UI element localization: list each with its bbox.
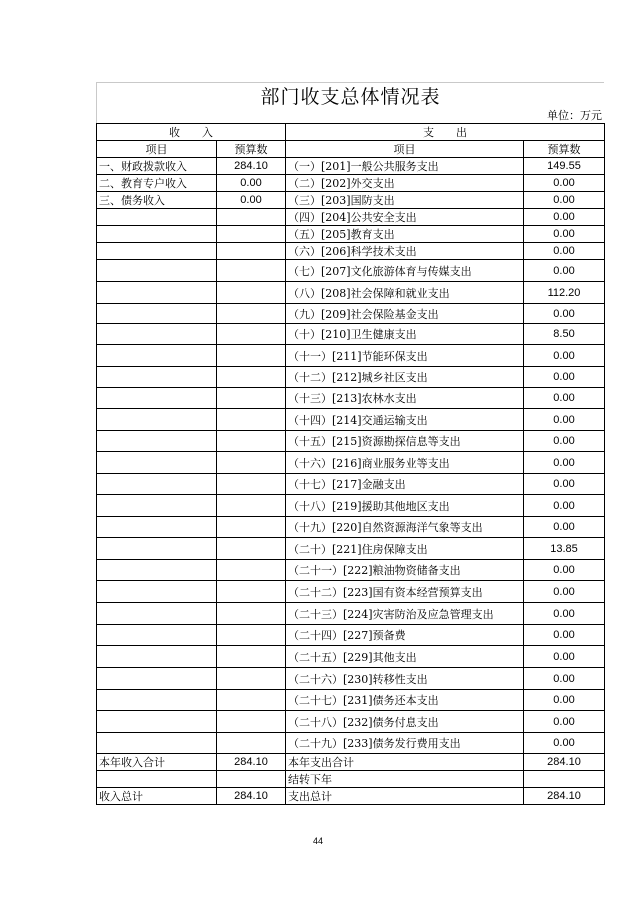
- expense-budget-cell: 0.00: [524, 495, 605, 517]
- expense-item-cell: （十）[210]卫生健康支出: [286, 324, 524, 345]
- income-item-cell: 三、债务收入: [97, 192, 217, 209]
- income-item-cell: [97, 603, 217, 625]
- income-item-cell: [97, 409, 217, 431]
- expense-item-header: 项目: [286, 141, 524, 158]
- expense-budget-cell: 0.00: [524, 560, 605, 581]
- table-row: [97, 409, 605, 431]
- expense-item-cell: （二十七）[231]债务还本支出: [286, 690, 524, 711]
- expense-section-header: 支 出: [286, 124, 605, 141]
- table-row: [97, 282, 605, 304]
- expense-item-cell: （二十九）[233]债务发行费用支出: [286, 733, 524, 754]
- income-budget-cell: [217, 345, 286, 367]
- table-row: [97, 625, 605, 646]
- income-item-cell: [97, 733, 217, 754]
- income-budget-cell: [217, 409, 286, 431]
- income-item-cell: [97, 304, 217, 324]
- expense-item-cell: （二十）[221]住房保障支出: [286, 538, 524, 560]
- expense-budget-cell: 0.00: [524, 452, 605, 474]
- expense-budget-cell: 0.00: [524, 243, 605, 260]
- income-budget-cell: [217, 646, 286, 668]
- expense-budget-cell: 0.00: [524, 304, 605, 324]
- expense-budget-cell: 0.00: [524, 175, 605, 192]
- income-total-value: 284.10: [217, 788, 286, 805]
- income-budget-cell: [217, 733, 286, 754]
- expense-item-cell: （二）[202]外交支出: [286, 175, 524, 192]
- income-item-cell: [97, 646, 217, 668]
- income-budget-cell: [217, 452, 286, 474]
- table-row: [97, 711, 605, 733]
- table-row: [97, 243, 605, 260]
- expense-budget-cell: 0.00: [524, 388, 605, 409]
- table-row: [97, 158, 605, 175]
- expense-total-value: 284.10: [524, 788, 605, 805]
- expense-budget-cell: 0.00: [524, 668, 605, 690]
- expense-budget-cell: 0.00: [524, 581, 605, 603]
- table-row: [97, 345, 605, 367]
- income-item-cell: [97, 209, 217, 226]
- carryover-value-empty: [524, 771, 605, 788]
- expense-budget-cell: 0.00: [524, 690, 605, 711]
- income-budget-cell: 284.10: [217, 158, 286, 175]
- income-budget-cell: [217, 711, 286, 733]
- income-budget-cell: [217, 324, 286, 345]
- expense-item-cell: （九）[209]社会保险基金支出: [286, 304, 524, 324]
- table-row: [97, 304, 605, 324]
- income-item-cell: [97, 711, 217, 733]
- income-budget-cell: [217, 474, 286, 495]
- income-item-cell: [97, 517, 217, 538]
- income-item-cell: [97, 243, 217, 260]
- expense-item-cell: （四）[204]公共安全支出: [286, 209, 524, 226]
- expense-budget-cell: 0.00: [524, 625, 605, 646]
- income-item-cell: 二、教育专户收入: [97, 175, 217, 192]
- expense-budget-cell: 0.00: [524, 345, 605, 367]
- income-item-cell: [97, 226, 217, 243]
- income-budget-cell: [217, 538, 286, 560]
- expense-item-cell: （七）[207]文化旅游体育与传媒支出: [286, 260, 524, 282]
- expense-budget-cell: 112.20: [524, 282, 605, 304]
- income-budget-cell: [217, 625, 286, 646]
- income-budget-cell: [217, 282, 286, 304]
- income-budget-cell: [217, 367, 286, 388]
- unit-label: 单位：万元: [96, 109, 604, 123]
- expense-item-cell: （十一）[211]节能环保支出: [286, 345, 524, 367]
- totals-body: [97, 754, 605, 805]
- income-budget-cell: 0.00: [217, 192, 286, 209]
- income-item-cell: [97, 282, 217, 304]
- income-budget-cell: 0.00: [217, 175, 286, 192]
- table-row: [97, 581, 605, 603]
- income-item-cell: [97, 324, 217, 345]
- income-item-cell: [97, 260, 217, 282]
- table-row: [97, 431, 605, 452]
- table-row: [97, 388, 605, 409]
- expense-item-cell: （二十四）[227]预备费: [286, 625, 524, 646]
- expense-budget-cell: 0.00: [524, 517, 605, 538]
- income-item-cell: [97, 560, 217, 581]
- income-item-cell: [97, 388, 217, 409]
- expense-budget-cell: 0.00: [524, 226, 605, 243]
- expense-item-cell: （十七）[217]金融支出: [286, 474, 524, 495]
- expense-budget-cell: 0.00: [524, 192, 605, 209]
- expense-budget-cell: 0.00: [524, 260, 605, 282]
- income-item-cell: [97, 431, 217, 452]
- year-income-value: 284.10: [217, 754, 286, 771]
- expense-budget-cell: 0.00: [524, 733, 605, 754]
- carryover-row: [97, 771, 605, 788]
- expense-item-cell: （十四）[214]交通运输支出: [286, 409, 524, 431]
- table-row: [97, 226, 605, 243]
- section-header-row: [97, 124, 605, 141]
- income-budget-cell: [217, 243, 286, 260]
- income-item-cell: [97, 581, 217, 603]
- carryover-income-value-empty: [217, 771, 286, 788]
- table-row: [97, 452, 605, 474]
- expense-budget-cell: 0.00: [524, 711, 605, 733]
- income-item-cell: [97, 367, 217, 388]
- table-row: [97, 668, 605, 690]
- expense-item-cell: （一）[201]一般公共服务支出: [286, 158, 524, 175]
- table-row: [97, 367, 605, 388]
- year-income-label: 本年收入合计: [97, 754, 217, 771]
- expense-item-cell: （二十二）[223]国有资本经营预算支出: [286, 581, 524, 603]
- expense-budget-cell: 0.00: [524, 209, 605, 226]
- expense-item-cell: （二十六）[230]转移性支出: [286, 668, 524, 690]
- table-row: [97, 560, 605, 581]
- income-section-header: 收 入: [97, 124, 286, 141]
- year-expense-label: 本年支出合计: [286, 754, 524, 771]
- page-title: 部门收支总体情况表: [96, 82, 604, 109]
- income-item-header: 项目: [97, 141, 217, 158]
- table-row: [97, 175, 605, 192]
- income-budget-cell: [217, 304, 286, 324]
- expense-item-cell: （二十八）[232]债务付息支出: [286, 711, 524, 733]
- table-row: [97, 495, 605, 517]
- expense-budget-cell: 0.00: [524, 646, 605, 668]
- expense-item-cell: （八）[208]社会保障和就业支出: [286, 282, 524, 304]
- income-budget-cell: [217, 560, 286, 581]
- table-row: [97, 603, 605, 625]
- table-row: [97, 690, 605, 711]
- table-row: [97, 646, 605, 668]
- table-row: [97, 324, 605, 345]
- income-item-cell: [97, 668, 217, 690]
- budget-sheet: [96, 82, 604, 805]
- income-item-cell: [97, 345, 217, 367]
- carryover-income-empty: [97, 771, 217, 788]
- column-header-row: [97, 141, 605, 158]
- income-item-cell: [97, 452, 217, 474]
- expense-item-cell: （十三）[213]农林水支出: [286, 388, 524, 409]
- income-item-cell: [97, 690, 217, 711]
- expense-budget-cell: 149.55: [524, 158, 605, 175]
- year-expense-value: 284.10: [524, 754, 605, 771]
- income-budget-cell: [217, 495, 286, 517]
- expense-item-cell: （十六）[216]商业服务业等支出: [286, 452, 524, 474]
- income-budget-cell: [217, 581, 286, 603]
- income-item-cell: [97, 625, 217, 646]
- income-budget-cell: [217, 690, 286, 711]
- income-total-label: 收入总计: [97, 788, 217, 805]
- income-budget-cell: [217, 226, 286, 243]
- table-row: [97, 474, 605, 495]
- table-row: [97, 192, 605, 209]
- income-budget-cell: [217, 388, 286, 409]
- income-item-cell: [97, 474, 217, 495]
- income-budget-cell: [217, 260, 286, 282]
- expense-item-cell: （三）[203]国防支出: [286, 192, 524, 209]
- budget-table-body: [97, 124, 605, 754]
- expense-budget-cell: 0.00: [524, 409, 605, 431]
- table-row: [97, 260, 605, 282]
- expense-item-cell: （十九）[220]自然资源海洋气象等支出: [286, 517, 524, 538]
- expense-item-cell: （五）[205]教育支出: [286, 226, 524, 243]
- expense-item-cell: （二十五）[229]其他支出: [286, 646, 524, 668]
- expense-item-cell: （十二）[212]城乡社区支出: [286, 367, 524, 388]
- income-item-cell: [97, 538, 217, 560]
- expense-budget-header: 预算数: [524, 141, 605, 158]
- expense-budget-cell: 0.00: [524, 474, 605, 495]
- table-row: [97, 733, 605, 754]
- expense-item-cell: （二十一）[222]粮油物资储备支出: [286, 560, 524, 581]
- expense-item-cell: （六）[206]科学技术支出: [286, 243, 524, 260]
- expense-budget-cell: 8.50: [524, 324, 605, 345]
- expense-budget-cell: 0.00: [524, 431, 605, 452]
- income-budget-cell: [217, 431, 286, 452]
- carryover-label: 结转下年: [286, 771, 524, 788]
- expense-item-cell: （十八）[219]援助其他地区支出: [286, 495, 524, 517]
- budget-table: [96, 123, 605, 805]
- income-budget-header: 预算数: [217, 141, 286, 158]
- expense-item-cell: （十五）[215]资源勘探信息等支出: [286, 431, 524, 452]
- expense-total-label: 支出总计: [286, 788, 524, 805]
- table-row: [97, 538, 605, 560]
- table-row: [97, 517, 605, 538]
- income-budget-cell: [217, 668, 286, 690]
- expense-budget-cell: 0.00: [524, 603, 605, 625]
- income-budget-cell: [217, 209, 286, 226]
- expense-budget-cell: 0.00: [524, 367, 605, 388]
- year-total-row: [97, 754, 605, 771]
- income-budget-cell: [217, 517, 286, 538]
- expense-budget-cell: 13.85: [524, 538, 605, 560]
- income-budget-cell: [217, 603, 286, 625]
- page-number: 44: [312, 836, 323, 846]
- expense-item-cell: （二十三）[224]灾害防治及应急管理支出: [286, 603, 524, 625]
- table-row: [97, 209, 605, 226]
- grand-total-row: [97, 788, 605, 805]
- income-item-cell: [97, 495, 217, 517]
- income-item-cell: 一、财政拨款收入: [97, 158, 217, 175]
